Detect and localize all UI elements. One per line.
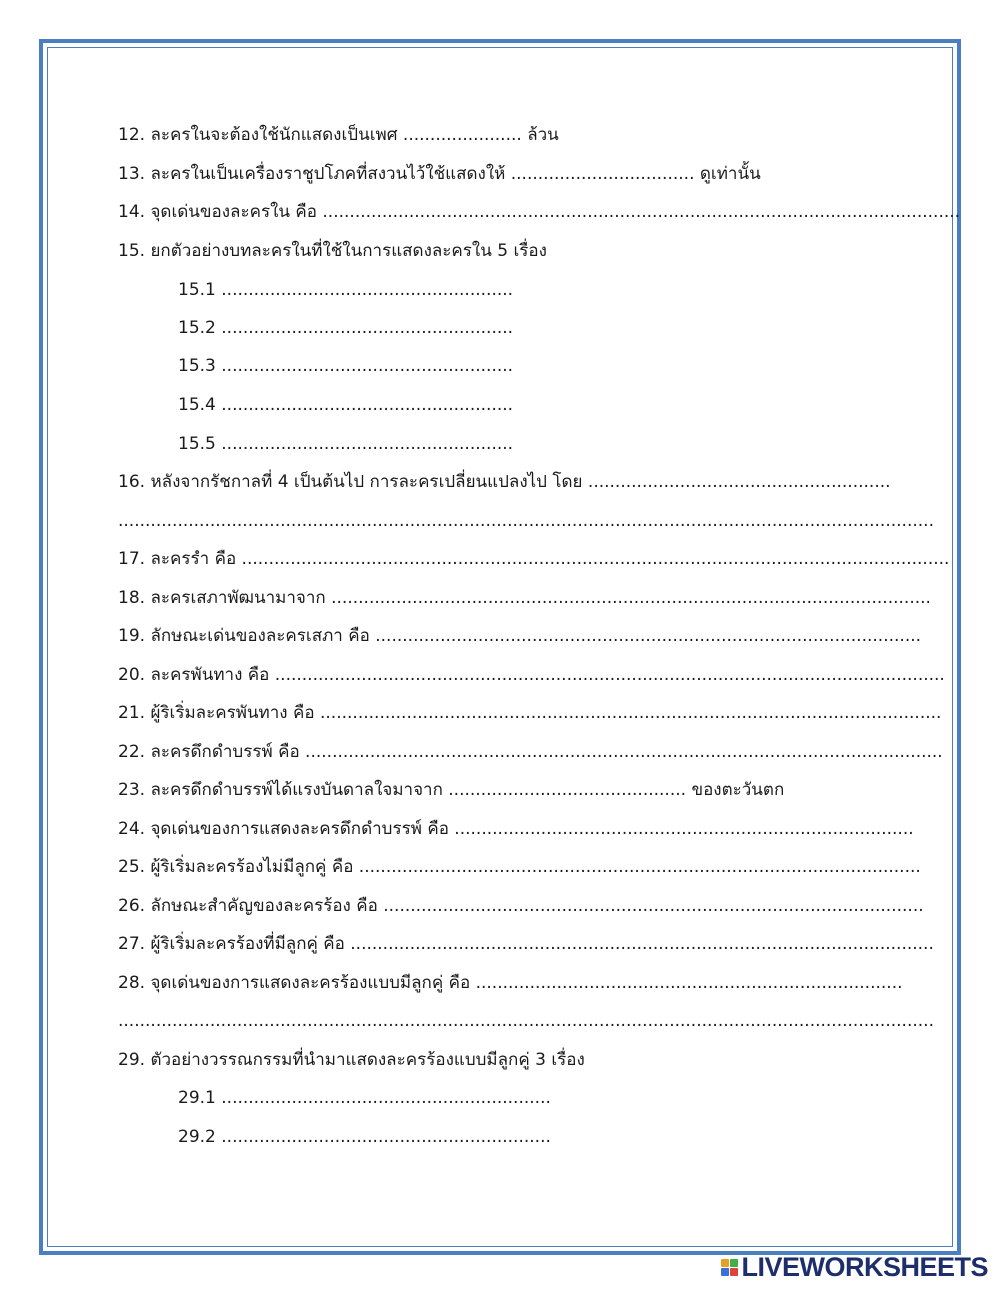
question-27: 27. ผู้ริเริ่มละครร้องที่มีลูกคู่ คือ ............................................................................................................: [118, 934, 934, 954]
logo-square-3: [721, 1268, 729, 1276]
question-18: 18. ละครเสภาพัฒนามาจาก ...............................................................................................................: [118, 588, 931, 608]
question-17: 17. ละครรำ คือ ...................................................................................................................................: [118, 549, 950, 569]
liveworksheets-brand: [721, 1252, 988, 1282]
logo-square-2: [730, 1259, 738, 1267]
answer-28-continued: .......................................................................................................................................................: [118, 1011, 934, 1031]
answer-15-5: 15.5 ......................................................: [178, 434, 514, 454]
question-15: 15. ยกตัวอย่างบทละครในที่ใช้ในการแสดงละครใน 5 เรื่อง: [118, 241, 547, 261]
question-24: 24. จุดเด่นของการแสดงละครดึกดำบรรพ์ คือ .....................................................................................: [118, 819, 914, 839]
logo-square-4: [730, 1268, 738, 1276]
liveworksheets-logo-icon: [721, 1259, 738, 1276]
question-28: 28. จุดเด่นของการแสดงละครร้องแบบมีลูกคู่ คือ ...............................................................................: [118, 973, 903, 993]
answer-29-2: 29.2 .............................................................: [178, 1127, 551, 1147]
answer-16-continued: .......................................................................................................................................................: [118, 511, 934, 531]
logo-square-1: [721, 1259, 729, 1267]
question-20: 20. ละครพันทาง คือ ............................................................................................................................: [118, 665, 945, 685]
answer-15-1: 15.1 ......................................................: [178, 280, 514, 300]
question-16: 16. หลังจากรัชกาลที่ 4 เป็นต้นไป การละครเปลี่ยนแปลงไป โดย ........................................................: [118, 472, 891, 492]
question-25: 25. ผู้ริเริ่มละครร้องไม่มีลูกคู่ คือ ........................................................................................................: [118, 857, 921, 877]
question-22: 22. ละครดึกดำบรรพ์ คือ ......................................................................................................................: [118, 742, 943, 762]
question-13: 13. ละครในเป็นเครื่องราชูปโภคที่สงวนไว้ใช้แสดงให้ .................................. ดูเท่านั้น: [118, 164, 761, 184]
question-29: 29. ตัวอย่างวรรณกรรมที่นำมาแสดงละครร้องแบบมีลูกคู่ 3 เรื่อง: [118, 1050, 585, 1070]
brand-name: LIVEWORKSHEETS: [741, 1251, 988, 1282]
answer-15-4: 15.4 ......................................................: [178, 395, 514, 415]
question-26: 26. ลักษณะสำคัญของละครร้อง คือ ....................................................................................................: [118, 896, 924, 916]
question-21: 21. ผู้ริเริ่มละครพันทาง คือ ...................................................................................................................: [118, 703, 942, 723]
answer-15-2: 15.2 ......................................................: [178, 318, 514, 338]
question-23: 23. ละครดึกดำบรรพ์ได้แรงบันดาลใจมาจาก ............................................ ของตะวันตก: [118, 780, 785, 800]
answer-29-1: 29.1 .............................................................: [178, 1088, 551, 1108]
answer-15-3: 15.3 ......................................................: [178, 356, 514, 376]
question-19: 19. ลักษณะเด่นของละครเสภา คือ .....................................................................................................: [118, 626, 922, 646]
question-14: 14. จุดเด่นของละครใน คือ ......................................................................................................................: [118, 202, 961, 222]
question-12: 12. ละครในจะต้องใช้นักแสดงเป็นเพศ ...................... ล้วน: [118, 125, 559, 145]
